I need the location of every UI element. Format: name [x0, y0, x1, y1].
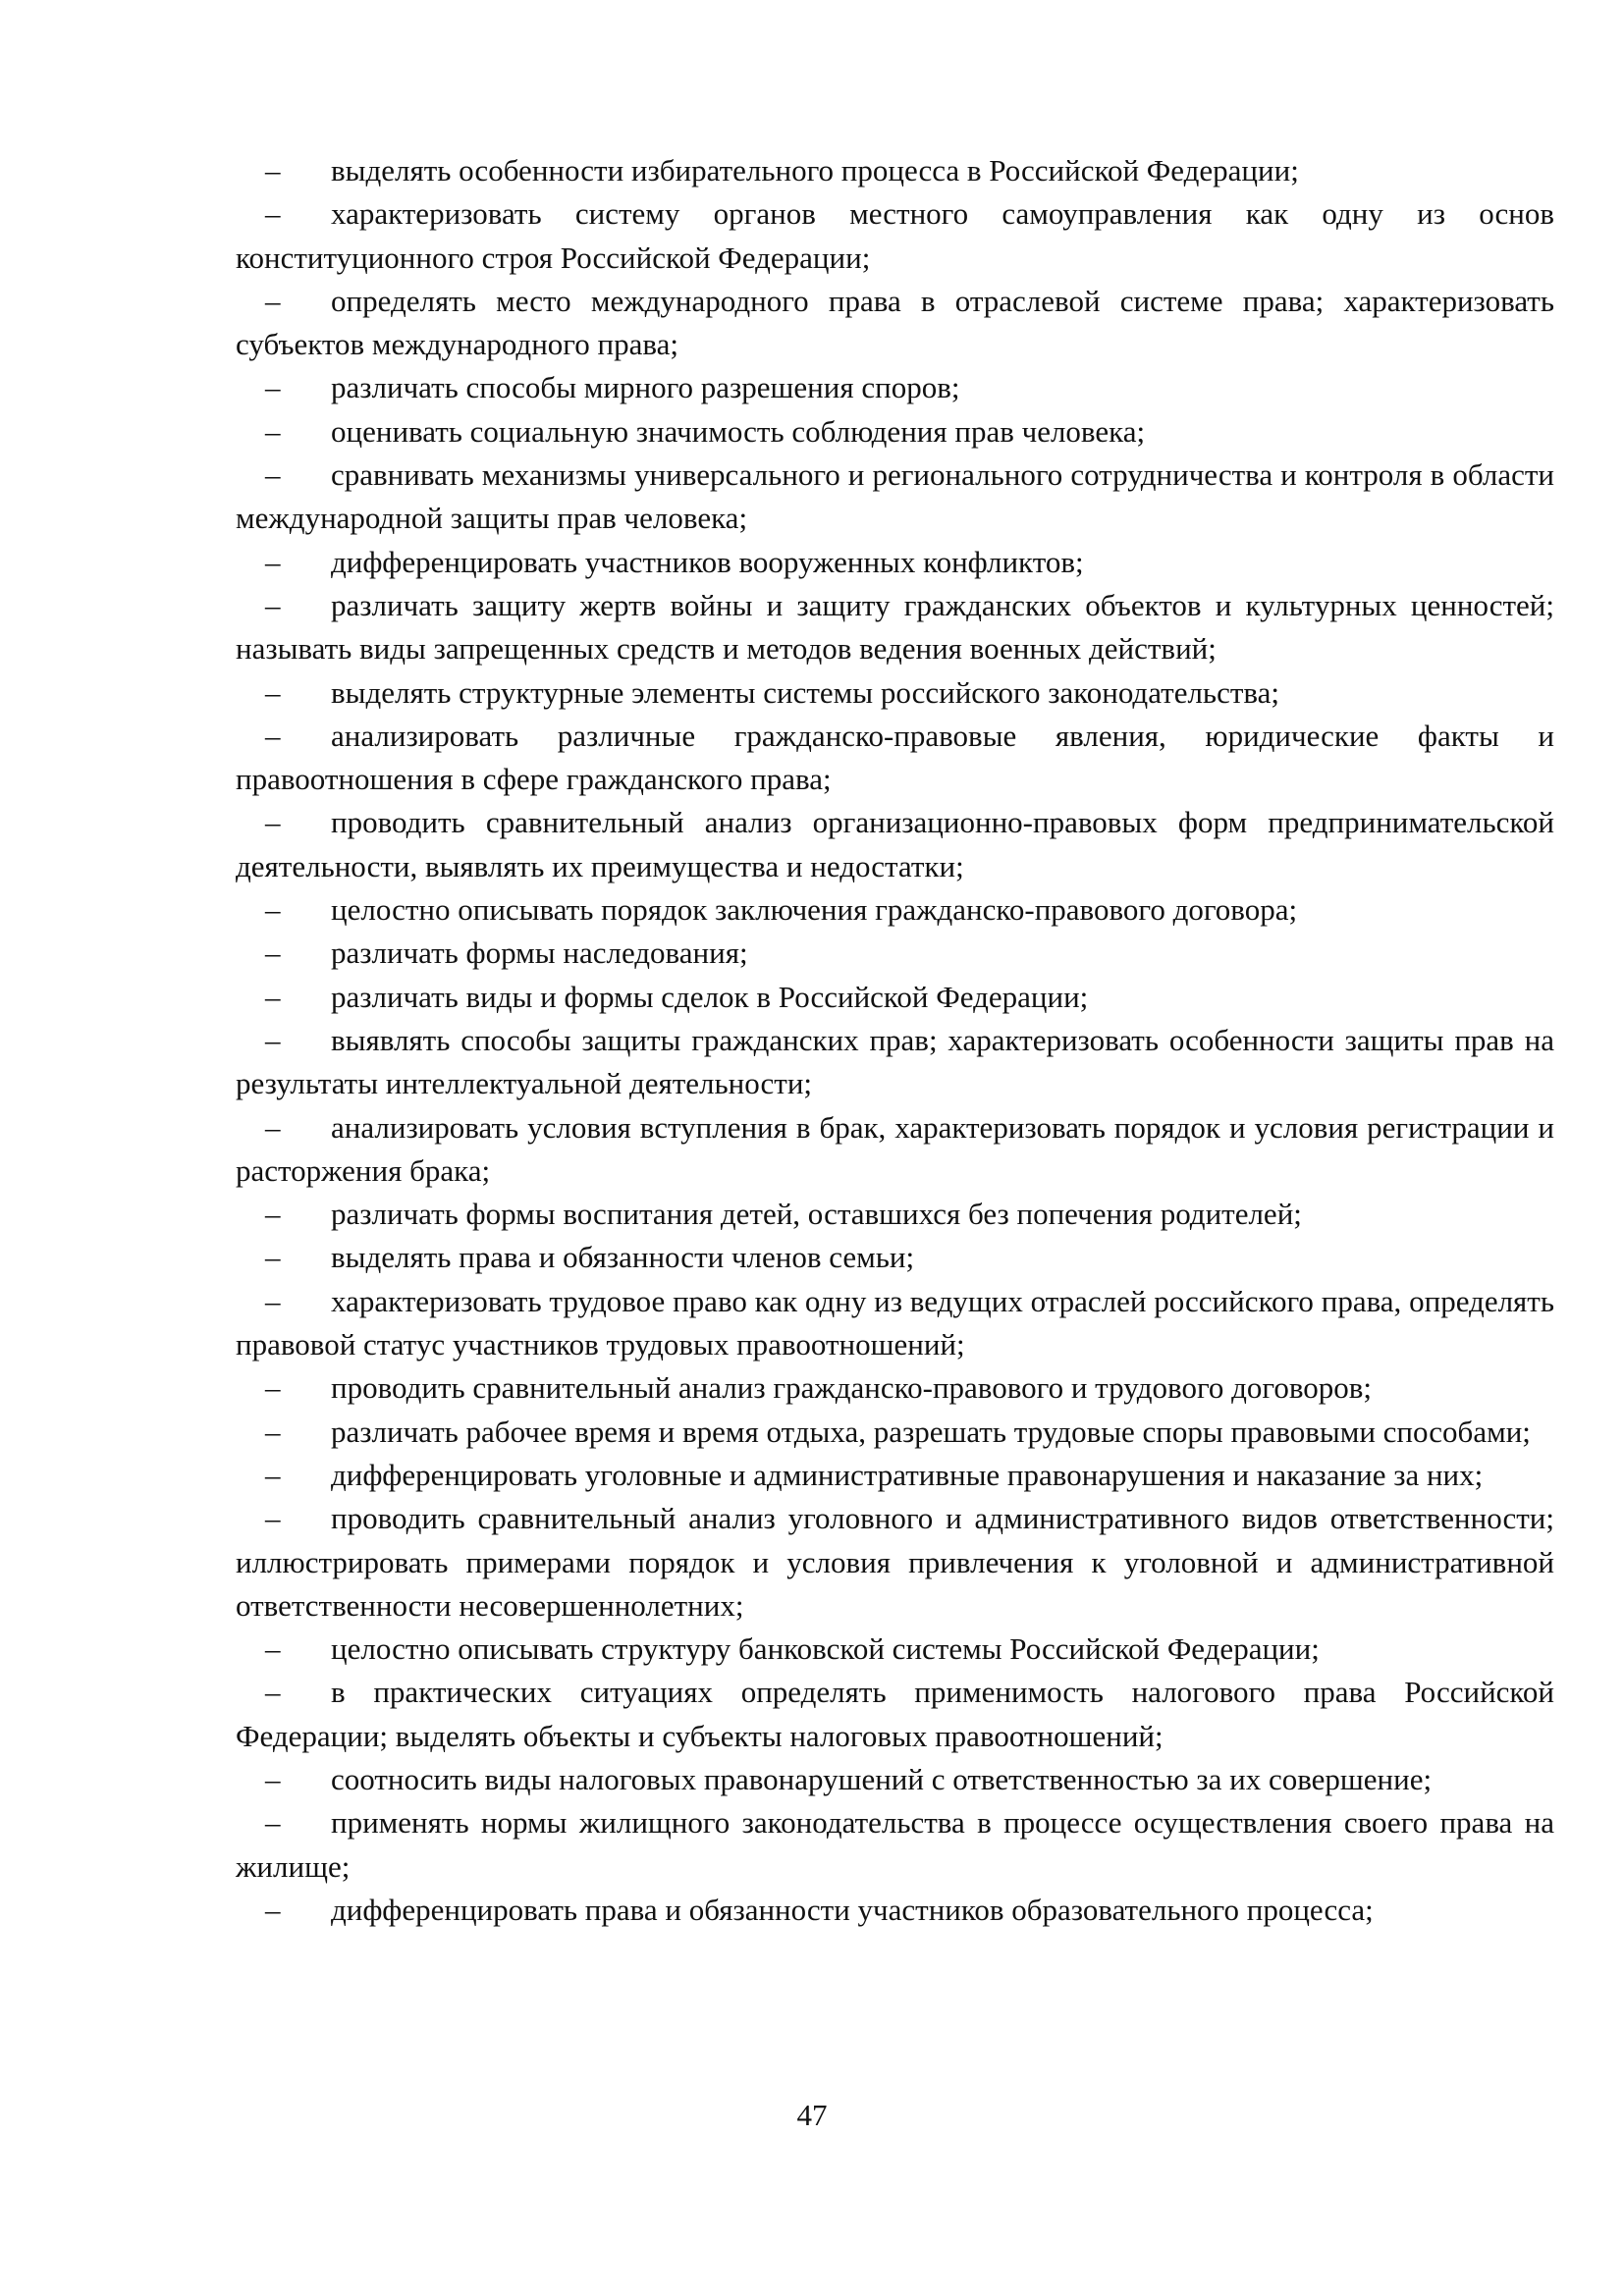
list-item-text: оценивать социальную значимость соблюдения прав человека; [331, 413, 1146, 449]
dash-marker: – [265, 587, 281, 622]
list-item-text: целостно описывать порядок заключения гражданско-правового договора; [331, 892, 1298, 928]
dash-marker: – [265, 1414, 281, 1449]
list-item [236, 280, 1554, 367]
list-item [236, 715, 1554, 802]
dash-marker: – [265, 413, 281, 449]
list-item [236, 366, 1554, 409]
dash-marker: – [265, 935, 281, 971]
dash-marker: – [265, 283, 281, 318]
list-item-text: различать виды и формы сделок в Российской Федерации; [331, 979, 1089, 1014]
list-item [236, 1889, 1554, 1932]
list-item-text: соотносить виды налоговых правонарушений с ответственностью за их совершение; [331, 1761, 1433, 1796]
list-item-text: выделять особенности избирательного процесса в Российской Федерации; [331, 153, 1299, 187]
list-item-text: анализировать условия вступления в брак, характеризовать порядок и условия регистрации и расторжения брака; [236, 1109, 1554, 1188]
list-item-text: выделять права и обязанности членов семьи; [331, 1240, 915, 1275]
dash-marker: – [265, 1370, 281, 1406]
list-item [236, 801, 1554, 888]
list-item [236, 1411, 1554, 1454]
dash-marker: – [265, 457, 281, 493]
list-item [236, 932, 1554, 975]
list-item [236, 1366, 1554, 1410]
dash-marker: – [265, 1892, 281, 1927]
dash-marker: – [265, 805, 281, 840]
dash-marker: – [265, 1240, 281, 1275]
list-item [236, 1801, 1554, 1889]
list-item-text: проводить сравнительный анализ организационно-правовых форм предпринимательской деятельности, выявлять их преимущества и недостатки; [236, 805, 1554, 883]
list-item-text: характеризовать систему органов местного самоуправления как одну из основ конституционного строя Российской Федерации; [236, 196, 1554, 275]
dash-marker: – [265, 718, 281, 753]
dash-marker: – [265, 370, 281, 405]
list-item [236, 1236, 1554, 1279]
competency-list [236, 149, 1554, 1932]
list-item-text: характеризовать трудовое право как одну из ведущих отраслей российского права, определять правовой статус участников трудовых правоотношений; [236, 1283, 1554, 1362]
dash-marker: – [265, 1022, 281, 1057]
dash-marker: – [265, 1283, 281, 1318]
dash-marker: – [265, 1197, 281, 1232]
list-item [236, 1193, 1554, 1236]
list-item [236, 1019, 1554, 1106]
list-item-text: проводить сравнительный анализ уголовного и административного видов ответственности; иллюстрировать примерами порядок и условия привлечения к уголовной и административной ответственности несовершеннолетних; [236, 1501, 1554, 1623]
list-item [236, 584, 1554, 671]
list-item-text: различать рабочее время и время отдыха, разрешать трудовые споры правовыми способами; [331, 1414, 1531, 1449]
dash-marker: – [265, 153, 281, 187]
dash-marker: – [265, 1109, 281, 1145]
list-item-text: дифференцировать участников вооруженных конфликтов; [331, 544, 1084, 579]
dash-marker: – [265, 1457, 281, 1492]
list-item [236, 888, 1554, 932]
page-number: 47 [796, 2098, 828, 2132]
list-item-text: различать способы мирного разрешения споров; [331, 370, 960, 405]
dash-marker: – [265, 979, 281, 1014]
list-item-text: различать формы наследования; [331, 935, 748, 971]
list-item [236, 1758, 1554, 1801]
dash-marker: – [265, 1761, 281, 1796]
list-item-text: сравнивать механизмы универсального и регионального сотрудничества и контроля в области международной защиты прав человека; [236, 457, 1554, 536]
list-item [236, 454, 1554, 541]
list-item [236, 192, 1554, 280]
list-item [236, 976, 1554, 1019]
list-item-text: применять нормы жилищного законодательства в процессе осуществления своего права на жилище; [236, 1805, 1554, 1884]
list-item-text: дифференцировать уголовные и административные правонарушения и наказание за них; [331, 1457, 1484, 1492]
list-item-text: анализировать различные гражданско-правовые явления, юридические факты и правоотношения в сфере гражданского права; [236, 718, 1554, 797]
list-item [236, 541, 1554, 584]
list-item [236, 1106, 1554, 1194]
list-item [236, 1497, 1554, 1628]
dash-marker: – [265, 674, 281, 710]
list-item-text: определять место международного права в отраслевой системе права; характеризовать субъектов международного права; [236, 283, 1554, 362]
list-item-text: целостно описывать структуру банковской системы Российской Федерации; [331, 1631, 1320, 1667]
list-item-text: проводить сравнительный анализ гражданско-правового и трудового договоров; [331, 1370, 1373, 1406]
dash-marker: – [265, 1805, 281, 1841]
dash-marker: – [265, 544, 281, 579]
dash-marker: – [265, 1675, 281, 1710]
list-item [236, 1671, 1554, 1758]
list-item [236, 1280, 1554, 1367]
list-item [236, 410, 1554, 454]
dash-marker: – [265, 1631, 281, 1667]
list-item-text: выявлять способы защиты гражданских прав; характеризовать особенности защиты прав на результаты интеллектуальной деятельности; [236, 1022, 1554, 1101]
list-item-text: различать защиту жертв войны и защиту гражданских объектов и культурных ценностей; называть виды запрещенных средств и методов ведения военных действий; [236, 587, 1554, 667]
list-item [236, 1628, 1554, 1671]
list-item-text: выделять структурные элементы системы российского законодательства; [331, 674, 1279, 710]
list-item [236, 671, 1554, 715]
list-item-text: дифференцировать права и обязанности участников образовательного процесса; [331, 1892, 1374, 1927]
dash-marker: – [265, 196, 281, 232]
dash-marker: – [265, 892, 281, 928]
list-item [236, 149, 1554, 192]
list-item [236, 1454, 1554, 1497]
dash-marker: – [265, 1501, 281, 1536]
list-item-text: различать формы воспитания детей, оставшихся без попечения родителей; [331, 1197, 1302, 1232]
list-item-text: в практических ситуациях определять применимость налогового права Российской Федерации; выделять объекты и субъекты налоговых правоотношений; [236, 1675, 1554, 1753]
